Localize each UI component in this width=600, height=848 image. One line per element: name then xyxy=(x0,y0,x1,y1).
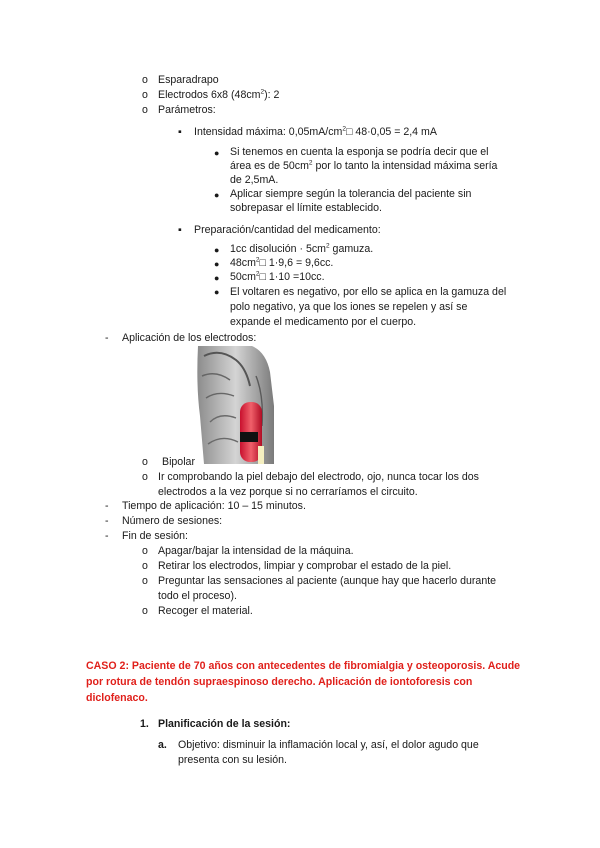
session-time: Tiempo de aplicación: 10 – 15 minutos. xyxy=(122,500,306,512)
dash-bullet: - xyxy=(105,530,109,542)
intensity-heading: Intensidad máxima: $0,05mA/cm^2□$ 48·0,05 = 2,4 mA xyxy=(194,125,437,138)
list-item-parametros: Parámetros: xyxy=(158,104,216,116)
dot-bullet: ● xyxy=(214,148,220,158)
circle-bullet: o xyxy=(142,456,148,468)
circle-bullet: o xyxy=(142,575,148,587)
intensity-bullet2-line1: Aplicar siempre según la tolerancia del paciente sin xyxy=(230,188,472,200)
session-end-item1: Apagar/bajar la intensidad de la máquina. xyxy=(158,545,354,557)
circle-bullet: o xyxy=(142,104,148,116)
medication-bullet4-line3: expande el medicamento por el cuerpo. xyxy=(230,316,417,328)
application-heading: Aplicación de los electrodos: xyxy=(122,332,257,344)
circle-bullet: o xyxy=(142,560,148,572)
dot-bullet: ● xyxy=(214,190,220,200)
circle-bullet: o xyxy=(142,74,148,86)
circle-bullet: o xyxy=(142,89,148,101)
medication-bullet2: $48cm^2□$ 1·9,6 = 9,6cc. xyxy=(230,256,334,269)
objective-line2: presenta con su lesión. xyxy=(178,754,287,766)
case2-title-line2: por rotura de tendón supraespinoso derecho. Aplicación de iontoforesis con xyxy=(86,676,473,688)
objective-letter: a. xyxy=(158,739,167,751)
planning-heading: Planificación de la sesión: xyxy=(158,718,291,730)
dot-bullet: ● xyxy=(214,259,220,269)
list-item-esparadrapo: Esparadrapo xyxy=(158,74,219,86)
intensity-bullet1-line1: Si tenemos en cuenta la esponja se podría decir que el xyxy=(230,146,489,158)
session-end-item3-line1: Preguntar las sensaciones al paciente (aunque hay que hacerlo durante xyxy=(158,575,497,587)
session-end-item3-line2: todo el proceso). xyxy=(158,590,237,602)
shoulder-electrode-image xyxy=(196,346,274,464)
session-count: Número de sesiones: xyxy=(122,515,223,527)
application-note-line1: Ir comprobando la piel debajo del electrodo, ojo, nunca tocar los dos xyxy=(158,471,479,483)
session-end-item2: Retirar los electrodos, limpiar y comprobar el estado de la piel. xyxy=(158,560,452,572)
planning-number: 1. xyxy=(140,718,149,730)
intensity-bullet1-line2: área es de $50cm^2$ por lo tanto la intensidad máxima sería xyxy=(230,159,498,172)
dot-bullet: ● xyxy=(214,273,220,283)
circle-bullet: o xyxy=(142,545,148,557)
dash-bullet: - xyxy=(105,500,109,512)
intensity-bullet1-line3: de 2,5mA. xyxy=(230,174,279,186)
session-end-item4: Recoger el material. xyxy=(158,605,253,617)
medication-bullet4-line1: El voltaren es negativo, por ello se aplica en la gamuza del xyxy=(230,286,507,298)
dash-bullet: - xyxy=(105,515,109,527)
circle-bullet: o xyxy=(142,471,148,483)
circle-bullet: o xyxy=(142,605,148,617)
medication-bullet4-line2: polo negativo, ya que los iones se repelen y así se xyxy=(230,301,468,313)
case2-title-line3: diclofenaco. xyxy=(86,692,148,704)
list-item-electrodos: Electrodos 6x8 $(48cm^2)$: 2 xyxy=(158,88,280,101)
session-end: Fin de sesión: xyxy=(122,530,188,542)
dash-bullet: - xyxy=(105,332,109,344)
case2-title-line1: CASO 2: Paciente de 70 años con antecedentes de fibromialgia y osteoporosis. Acude xyxy=(86,660,521,672)
square-bullet: ▪ xyxy=(178,224,182,236)
application-note-line2: electrodos a la vez porque si no cerraríamos el circuito. xyxy=(158,486,418,498)
intensity-bullet2-line2: sobrepasar el límite establecido. xyxy=(230,202,382,214)
bipolar-label: Bipolar xyxy=(162,456,195,468)
objective-line1: Objetivo: disminuir la inflamación local y, así, el dolor agudo que xyxy=(178,739,479,751)
square-bullet: ▪ xyxy=(178,126,182,138)
dot-bullet: ● xyxy=(214,287,220,297)
medication-heading: Preparación/cantidad del medicamento: xyxy=(194,224,381,236)
dot-bullet: ● xyxy=(214,245,220,255)
medication-bullet1: 1cc disolución · $5cm^2$ gamuza. xyxy=(230,242,374,255)
medication-bullet3: $50cm^2□$ 1·10 =10cc. xyxy=(230,270,325,283)
